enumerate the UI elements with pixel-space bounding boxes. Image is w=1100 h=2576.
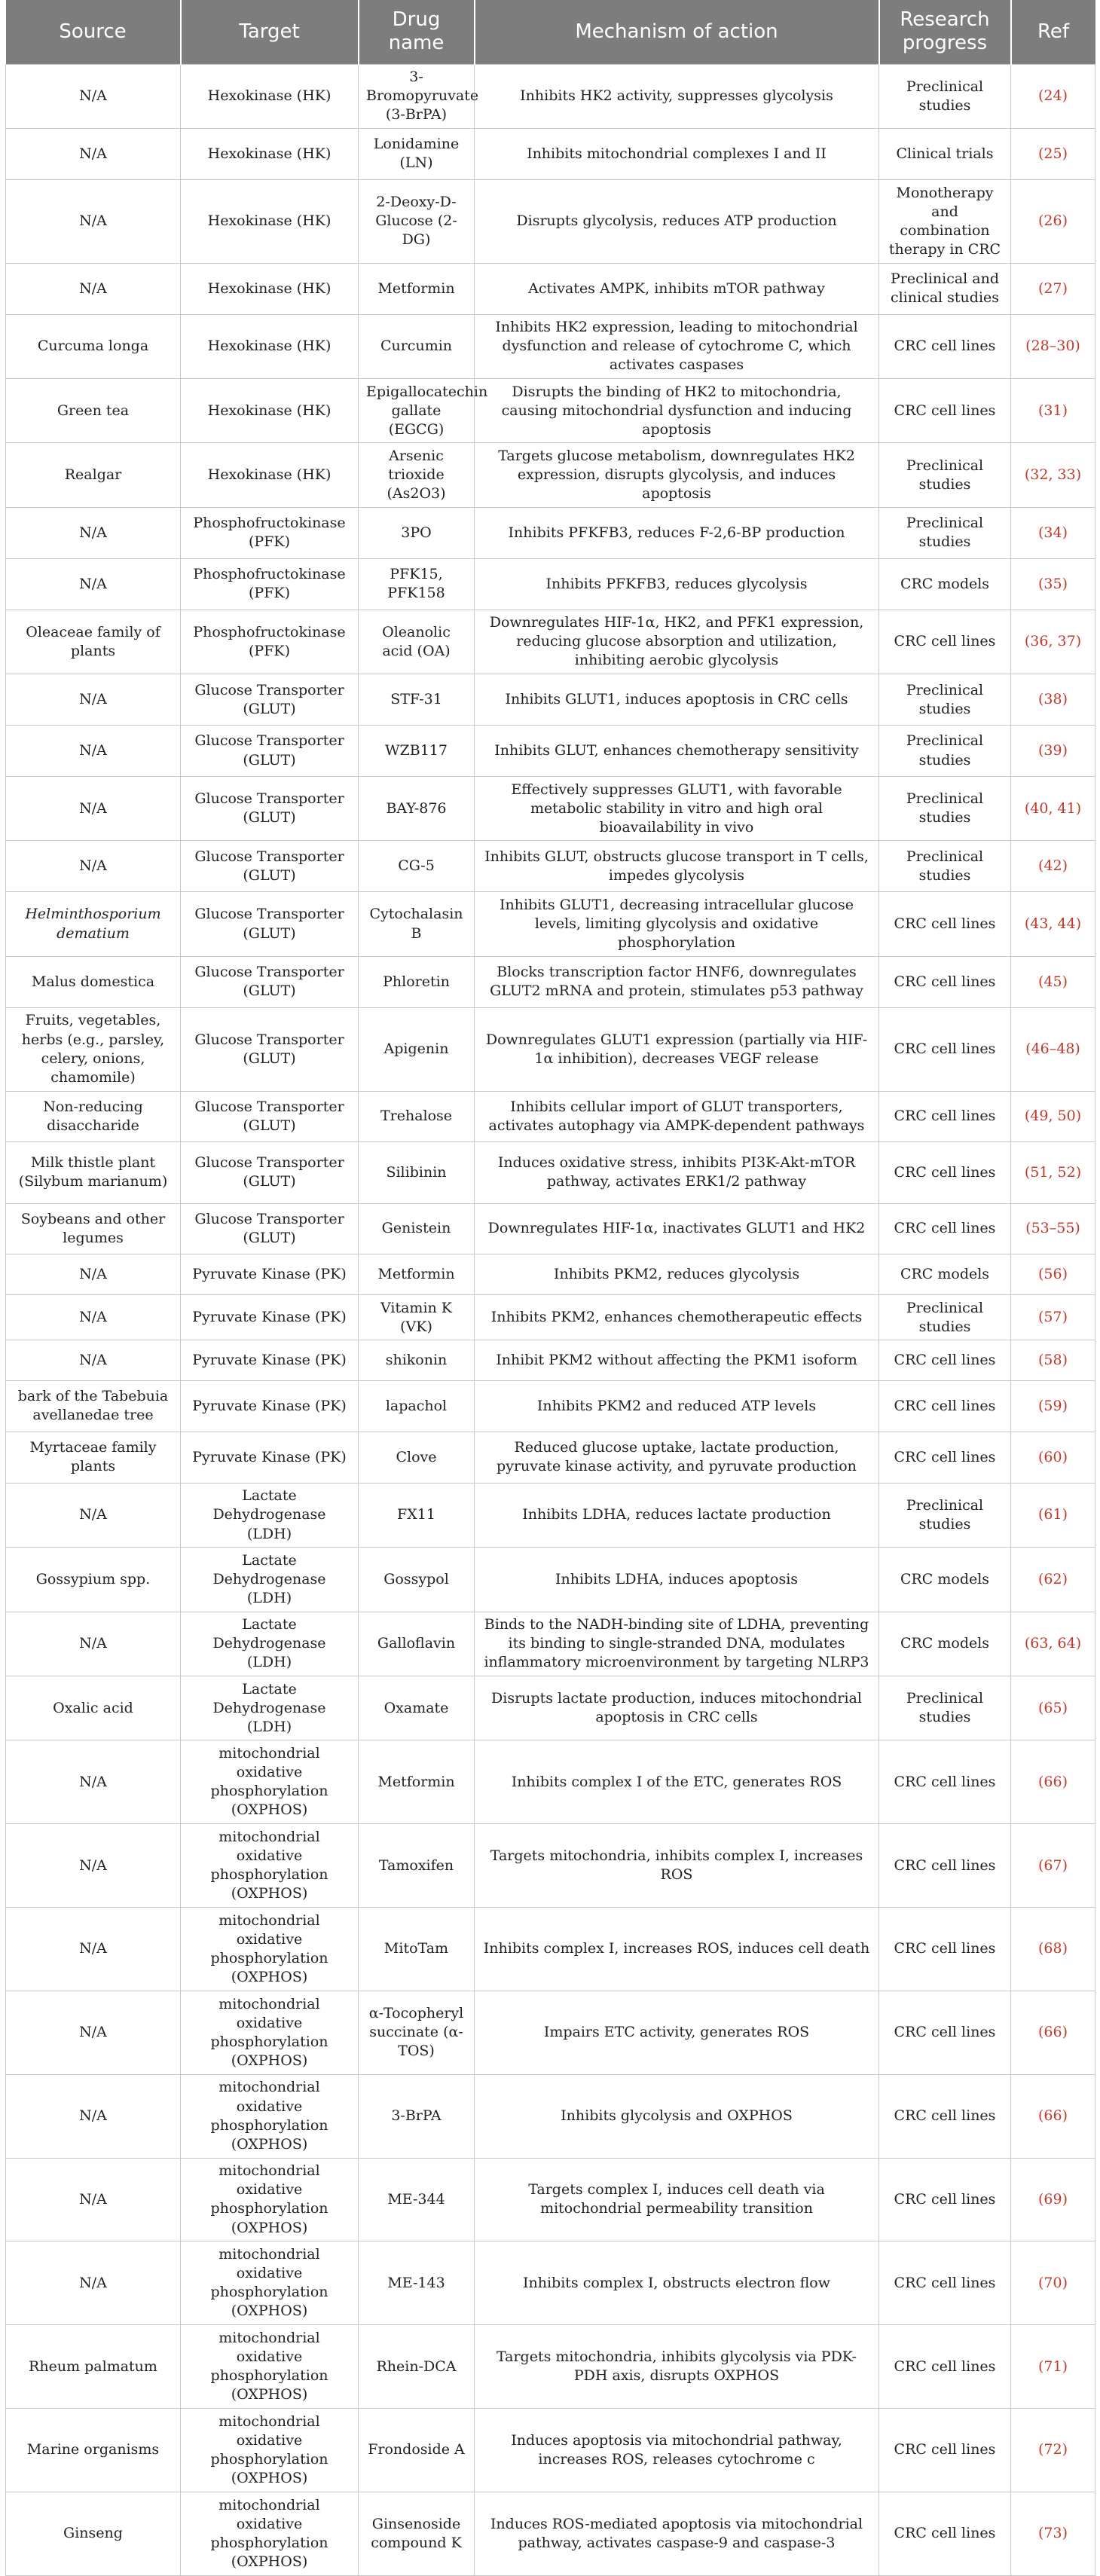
cell-research-progress: CRC cell lines <box>879 2492 1011 2575</box>
cell-ref[interactable]: (62) <box>1011 1548 1095 1612</box>
cell-source: Green tea <box>6 379 181 443</box>
cell-source: N/A <box>6 2158 181 2241</box>
cell-target: mitochondrial oxidative phosphorylation (OXPHOS) <box>181 1991 359 2074</box>
cell-drug-name: CG-5 <box>359 841 475 892</box>
cell-ref[interactable]: (57) <box>1011 1295 1095 1340</box>
cell-drug-name: Vitamin K (VK) <box>359 1295 475 1340</box>
cell-ref[interactable]: (36, 37) <box>1011 610 1095 674</box>
table-row <box>6 2074 1095 2158</box>
cell-research-progress: Preclinical studies <box>879 674 1011 726</box>
cell-research-progress: CRC cell lines <box>879 379 1011 443</box>
cell-mechanism: Inhibits GLUT, enhances chemotherapy sensitivity <box>475 726 879 777</box>
cell-target: Glucose Transporter (GLUT) <box>181 1091 359 1142</box>
cell-research-progress: Preclinical studies <box>879 1483 1011 1547</box>
cell-ref[interactable]: (71) <box>1011 2325 1095 2409</box>
cell-drug-name: 3PO <box>359 507 475 558</box>
cell-target: Pyruvate Kinase (PK) <box>181 1340 359 1381</box>
cell-source: N/A <box>6 507 181 558</box>
cell-target: Lactate Dehydrogenase (LDH) <box>181 1676 359 1740</box>
cell-drug-name: ME-344 <box>359 2158 475 2241</box>
cell-drug-name: BAY-876 <box>359 776 475 840</box>
cell-drug-name: STF-31 <box>359 674 475 726</box>
cell-research-progress: Clinical trials <box>879 128 1011 179</box>
cell-drug-name: Genistein <box>359 1203 475 1254</box>
table-row <box>6 1483 1095 1547</box>
cell-mechanism: Inhibits PKM2, enhances chemotherapeutic effects <box>475 1295 879 1340</box>
cell-mechanism: Inhibits cellular import of GLUT transporters, activates autophagy via AMPK-dependent pathways <box>475 1091 879 1142</box>
table-row <box>6 128 1095 179</box>
cell-mechanism: Downregulates GLUT1 expression (partially via HIF-1α inhibition), decreases VEGF release <box>475 1007 879 1091</box>
cell-research-progress: CRC cell lines <box>879 1340 1011 1381</box>
cell-ref[interactable]: (53–55) <box>1011 1203 1095 1254</box>
cell-research-progress: CRC cell lines <box>879 1432 1011 1483</box>
header-mechanism: Mechanism of action <box>475 0 879 64</box>
cell-ref[interactable]: (66) <box>1011 1991 1095 2074</box>
cell-research-progress: CRC cell lines <box>879 956 1011 1007</box>
table-row <box>6 1380 1095 1432</box>
table-row <box>6 1824 1095 1908</box>
cell-target: Lactate Dehydrogenase (LDH) <box>181 1612 359 1676</box>
cell-target: Hexokinase (HK) <box>181 314 359 378</box>
cell-drug-name: Ginsenoside compound K <box>359 2492 475 2575</box>
cell-source: N/A <box>6 128 181 179</box>
cell-drug-name: ME-143 <box>359 2241 475 2325</box>
table-body <box>6 64 1095 2576</box>
table-row <box>6 2409 1095 2492</box>
cell-ref[interactable]: (34) <box>1011 507 1095 558</box>
cell-ref[interactable]: (32, 33) <box>1011 443 1095 507</box>
cell-source: N/A <box>6 841 181 892</box>
table-row <box>6 1142 1095 1203</box>
header-source: Source <box>6 0 181 64</box>
cell-mechanism: Targets mitochondria, inhibits complex I, increases ROS <box>475 1824 879 1908</box>
cell-source: Oxalic acid <box>6 1676 181 1740</box>
table-row <box>6 956 1095 1007</box>
cell-research-progress: CRC cell lines <box>879 892 1011 956</box>
table-row <box>6 443 1095 507</box>
cell-drug-name: PFK15, PFK158 <box>359 558 475 610</box>
cell-ref[interactable]: (28–30) <box>1011 314 1095 378</box>
cell-drug-name: Tamoxifen <box>359 1824 475 1908</box>
table-row <box>6 263 1095 314</box>
cell-ref[interactable]: (65) <box>1011 1676 1095 1740</box>
cell-ref[interactable]: (45) <box>1011 956 1095 1007</box>
cell-mechanism: Activates AMPK, inhibits mTOR pathway <box>475 263 879 314</box>
table-row <box>6 2158 1095 2241</box>
cell-target: mitochondrial oxidative phosphorylation (OXPHOS) <box>181 2325 359 2409</box>
cell-ref[interactable]: (35) <box>1011 558 1095 610</box>
table-row <box>6 1612 1095 1676</box>
cell-mechanism: Binds to the NADH-binding site of LDHA, preventing its binding to single-stranded DNA, modulates inflammatory microenvironment by targeting NLRP3 <box>475 1612 879 1676</box>
cell-source: Curcuma longa <box>6 314 181 378</box>
cell-drug-name: Oleanolic acid (OA) <box>359 610 475 674</box>
cell-ref[interactable]: (59) <box>1011 1380 1095 1432</box>
header-target: Target <box>181 0 359 64</box>
cell-mechanism: Disrupts glycolysis, reduces ATP production <box>475 179 879 263</box>
cell-drug-name: Curcumin <box>359 314 475 378</box>
cell-source: N/A <box>6 1612 181 1676</box>
cell-target: Glucose Transporter (GLUT) <box>181 726 359 777</box>
table-row <box>6 1991 1095 2074</box>
cell-ref[interactable]: (27) <box>1011 263 1095 314</box>
cell-target: Hexokinase (HK) <box>181 379 359 443</box>
cell-mechanism: Targets mitochondria, inhibits glycolysis via PDK-PDH axis, disrupts OXPHOS <box>475 2325 879 2409</box>
cell-ref[interactable]: (49, 50) <box>1011 1091 1095 1142</box>
cell-source: N/A <box>6 2074 181 2158</box>
table-row <box>6 674 1095 726</box>
cell-source: Rheum palmatum <box>6 2325 181 2409</box>
cell-ref[interactable]: (25) <box>1011 128 1095 179</box>
cell-mechanism: Induces apoptosis via mitochondrial pathway, increases ROS, releases cytochrome c <box>475 2409 879 2492</box>
cell-mechanism: Disrupts lactate production, induces mitochondrial apoptosis in CRC cells <box>475 1676 879 1740</box>
table-row <box>6 179 1095 263</box>
table-row <box>6 1740 1095 1824</box>
cell-mechanism: Blocks transcription factor HNF6, downregulates GLUT2 mRNA and protein, stimulates p53 pathway <box>475 956 879 1007</box>
cell-mechanism: Targets glucose metabolism, downregulates HK2 expression, disrupts glycolysis, and induces apoptosis <box>475 443 879 507</box>
cell-research-progress: CRC cell lines <box>879 2241 1011 2325</box>
cell-mechanism: Inhibits LDHA, reduces lactate production <box>475 1483 879 1547</box>
cell-ref[interactable]: (73) <box>1011 2492 1095 2575</box>
cell-mechanism: Inhibits complex I, obstructs electron flow <box>475 2241 879 2325</box>
cell-drug-name: Oxamate <box>359 1676 475 1740</box>
cell-research-progress: Preclinical studies <box>879 776 1011 840</box>
cell-mechanism: Downregulates HIF-1α, HK2, and PFK1 expression, reducing glucose absorption and utilization, inhibiting aerobic glycolysis <box>475 610 879 674</box>
cell-research-progress: CRC models <box>879 1548 1011 1612</box>
cell-research-progress: CRC cell lines <box>879 1091 1011 1142</box>
cell-ref[interactable]: (56) <box>1011 1254 1095 1295</box>
cell-ref[interactable]: (68) <box>1011 1908 1095 1991</box>
table-row <box>6 2492 1095 2575</box>
cell-target: Pyruvate Kinase (PK) <box>181 1380 359 1432</box>
cell-source: N/A <box>6 1340 181 1381</box>
drug-table <box>5 0 1095 2576</box>
cell-mechanism: Induces oxidative stress, inhibits PI3K-Akt-mTOR pathway, activates ERK1/2 pathway <box>475 1142 879 1203</box>
cell-research-progress: Preclinical studies <box>879 1295 1011 1340</box>
cell-target: Glucose Transporter (GLUT) <box>181 1203 359 1254</box>
cell-ref[interactable]: (40, 41) <box>1011 776 1095 840</box>
cell-research-progress: Preclinical studies <box>879 64 1011 128</box>
cell-source: N/A <box>6 64 181 128</box>
cell-drug-name: Metformin <box>359 1740 475 1824</box>
cell-source: Gossypium spp. <box>6 1548 181 1612</box>
table-row <box>6 841 1095 892</box>
cell-drug-name: Arsenic trioxide (As2O3) <box>359 443 475 507</box>
cell-mechanism: Inhibits PKM2, reduces glycolysis <box>475 1254 879 1295</box>
cell-target: mitochondrial oxidative phosphorylation (OXPHOS) <box>181 2158 359 2241</box>
cell-target: mitochondrial oxidative phosphorylation (OXPHOS) <box>181 2492 359 2575</box>
cell-source: N/A <box>6 1254 181 1295</box>
table-row <box>6 1908 1095 1991</box>
cell-ref[interactable]: (70) <box>1011 2241 1095 2325</box>
cell-source: N/A <box>6 1483 181 1547</box>
cell-target: Pyruvate Kinase (PK) <box>181 1432 359 1483</box>
table-row <box>6 776 1095 840</box>
cell-drug-name: lapachol <box>359 1380 475 1432</box>
cell-mechanism: Inhibits LDHA, induces apoptosis <box>475 1548 879 1612</box>
cell-research-progress: Preclinical studies <box>879 443 1011 507</box>
cell-research-progress: Preclinical studies <box>879 841 1011 892</box>
table-row <box>6 314 1095 378</box>
table-row <box>6 558 1095 610</box>
cell-target: Hexokinase (HK) <box>181 64 359 128</box>
cell-ref[interactable]: (43, 44) <box>1011 892 1095 956</box>
cell-drug-name: 3-Bromopyruvate (3-BrPA) <box>359 64 475 128</box>
cell-target: Hexokinase (HK) <box>181 179 359 263</box>
cell-source: N/A <box>6 1295 181 1340</box>
cell-source: N/A <box>6 776 181 840</box>
table-row <box>6 1432 1095 1483</box>
cell-mechanism: Inhibits complex I, increases ROS, induces cell death <box>475 1908 879 1991</box>
header-research-progress: Research progress <box>879 0 1011 64</box>
table-row <box>6 379 1095 443</box>
cell-research-progress: Preclinical and clinical studies <box>879 263 1011 314</box>
cell-drug-name: Cytochalasin B <box>359 892 475 956</box>
cell-research-progress: Preclinical studies <box>879 726 1011 777</box>
cell-ref[interactable]: (42) <box>1011 841 1095 892</box>
cell-drug-name: Metformin <box>359 263 475 314</box>
cell-mechanism: Downregulates HIF-1α, inactivates GLUT1 and HK2 <box>475 1203 879 1254</box>
cell-target: Glucose Transporter (GLUT) <box>181 841 359 892</box>
table-row <box>6 2241 1095 2325</box>
cell-source: Myrtaceae family plants <box>6 1432 181 1483</box>
cell-source: N/A <box>6 263 181 314</box>
cell-ref[interactable]: (60) <box>1011 1432 1095 1483</box>
cell-drug-name: Rhein-DCA <box>359 2325 475 2409</box>
cell-mechanism: Induces ROS-mediated apoptosis via mitochondrial pathway, activates caspase-9 and caspase-3 <box>475 2492 879 2575</box>
cell-research-progress: CRC cell lines <box>879 2325 1011 2409</box>
cell-research-progress: CRC cell lines <box>879 2074 1011 2158</box>
cell-ref[interactable]: (46–48) <box>1011 1007 1095 1091</box>
cell-drug-name: MitoTam <box>359 1908 475 1991</box>
table-row <box>6 892 1095 956</box>
cell-source: Oleaceae family of plants <box>6 610 181 674</box>
cell-drug-name: Apigenin <box>359 1007 475 1091</box>
cell-drug-name: shikonin <box>359 1340 475 1381</box>
cell-research-progress: Monotherapy and combination therapy in CRC <box>879 179 1011 263</box>
cell-target: mitochondrial oxidative phosphorylation (OXPHOS) <box>181 2409 359 2492</box>
cell-drug-name: Trehalose <box>359 1091 475 1142</box>
cell-drug-name: Metformin <box>359 1254 475 1295</box>
table-row <box>6 610 1095 674</box>
table-row <box>6 1007 1095 1091</box>
cell-mechanism: Inhibit PKM2 without affecting the PKM1 isoform <box>475 1340 879 1381</box>
cell-mechanism: Disrupts the binding of HK2 to mitochondria, causing mitochondrial dysfunction and inducing apoptosis <box>475 379 879 443</box>
cell-mechanism: Impairs ETC activity, generates ROS <box>475 1991 879 2074</box>
cell-research-progress: CRC models <box>879 1254 1011 1295</box>
cell-ref[interactable]: (61) <box>1011 1483 1095 1547</box>
cell-ref[interactable]: (24) <box>1011 64 1095 128</box>
table-row <box>6 2325 1095 2409</box>
table-row <box>6 1254 1095 1295</box>
cell-target: mitochondrial oxidative phosphorylation (OXPHOS) <box>181 1824 359 1908</box>
header-drug-name: Drug name <box>359 0 475 64</box>
cell-target: mitochondrial oxidative phosphorylation (OXPHOS) <box>181 2074 359 2158</box>
cell-ref[interactable]: (67) <box>1011 1824 1095 1908</box>
cell-research-progress: CRC cell lines <box>879 1908 1011 1991</box>
cell-target: Lactate Dehydrogenase (LDH) <box>181 1548 359 1612</box>
cell-source: N/A <box>6 1824 181 1908</box>
cell-target: Glucose Transporter (GLUT) <box>181 1142 359 1203</box>
cell-target: Phosphofructokinase (PFK) <box>181 610 359 674</box>
cell-mechanism: Inhibits mitochondrial complexes I and II <box>475 128 879 179</box>
table-row <box>6 1340 1095 1381</box>
table-row <box>6 1548 1095 1612</box>
cell-mechanism: Effectively suppresses GLUT1, with favorable metabolic stability in vitro and high oral bioavailability in vivo <box>475 776 879 840</box>
cell-research-progress: CRC cell lines <box>879 314 1011 378</box>
cell-target: Glucose Transporter (GLUT) <box>181 956 359 1007</box>
table-row <box>6 507 1095 558</box>
cell-mechanism: Inhibits GLUT1, decreasing intracellular glucose levels, limiting glycolysis and oxidative phosphorylation <box>475 892 879 956</box>
cell-target: Glucose Transporter (GLUT) <box>181 674 359 726</box>
header-ref: Ref <box>1011 0 1095 64</box>
cell-target: Glucose Transporter (GLUT) <box>181 892 359 956</box>
cell-source: Fruits, vegetables, herbs (e.g., parsley, celery, onions, chamomile) <box>6 1007 181 1091</box>
cell-drug-name: FX11 <box>359 1483 475 1547</box>
cell-ref[interactable]: (69) <box>1011 2158 1095 2241</box>
cell-drug-name: Silibinin <box>359 1142 475 1203</box>
cell-source: Realgar <box>6 443 181 507</box>
cell-research-progress: CRC models <box>879 558 1011 610</box>
cell-ref[interactable]: (58) <box>1011 1340 1095 1381</box>
cell-mechanism: Inhibits PFKFB3, reduces glycolysis <box>475 558 879 610</box>
cell-research-progress: CRC cell lines <box>879 1740 1011 1824</box>
table-header <box>6 0 1095 64</box>
cell-target: mitochondrial oxidative phosphorylation (OXPHOS) <box>181 1740 359 1824</box>
cell-source: Malus domestica <box>6 956 181 1007</box>
cell-target: Pyruvate Kinase (PK) <box>181 1254 359 1295</box>
cell-target: Pyruvate Kinase (PK) <box>181 1295 359 1340</box>
cell-research-progress: CRC cell lines <box>879 1380 1011 1432</box>
cell-ref[interactable]: (39) <box>1011 726 1095 777</box>
cell-source: N/A <box>6 1740 181 1824</box>
cell-drug-name: 3-BrPA <box>359 2074 475 2158</box>
cell-drug-name: Galloflavin <box>359 1612 475 1676</box>
cell-research-progress: CRC cell lines <box>879 2158 1011 2241</box>
cell-drug-name: α-Tocopheryl succinate (α-TOS) <box>359 1991 475 2074</box>
cell-drug-name: Phloretin <box>359 956 475 1007</box>
cell-research-progress: CRC cell lines <box>879 1203 1011 1254</box>
cell-source: N/A <box>6 1908 181 1991</box>
cell-target: mitochondrial oxidative phosphorylation (OXPHOS) <box>181 2241 359 2325</box>
cell-drug-name: WZB117 <box>359 726 475 777</box>
cell-mechanism: Inhibits GLUT, obstructs glucose transport in T cells, impedes glycolysis <box>475 841 879 892</box>
cell-ref[interactable]: (38) <box>1011 674 1095 726</box>
cell-mechanism: Reduced glucose uptake, lactate production, pyruvate kinase activity, and pyruvate production <box>475 1432 879 1483</box>
cell-source: N/A <box>6 674 181 726</box>
cell-mechanism: Inhibits complex I of the ETC, generates ROS <box>475 1740 879 1824</box>
cell-target: Phosphofructokinase (PFK) <box>181 507 359 558</box>
cell-research-progress: CRC cell lines <box>879 1007 1011 1091</box>
cell-target: Glucose Transporter (GLUT) <box>181 1007 359 1091</box>
cell-source: N/A <box>6 1991 181 2074</box>
cell-drug-name: Epigallocatechin gallate (EGCG) <box>359 379 475 443</box>
cell-ref[interactable]: (26) <box>1011 179 1095 263</box>
cell-source: Ginseng <box>6 2492 181 2575</box>
cell-target: Hexokinase (HK) <box>181 263 359 314</box>
table-row <box>6 64 1095 128</box>
cell-research-progress: Preclinical studies <box>879 507 1011 558</box>
cell-research-progress: CRC models <box>879 1612 1011 1676</box>
cell-mechanism: Inhibits PFKFB3, reduces F-2,6-BP production <box>475 507 879 558</box>
cell-ref[interactable]: (72) <box>1011 2409 1095 2492</box>
table-row <box>6 726 1095 777</box>
cell-target: Lactate Dehydrogenase (LDH) <box>181 1483 359 1547</box>
cell-ref[interactable]: (31) <box>1011 379 1095 443</box>
cell-mechanism: Inhibits GLUT1, induces apoptosis in CRC cells <box>475 674 879 726</box>
cell-mechanism: Inhibits HK2 expression, leading to mitochondrial dysfunction and release of cytochrome C, which activates caspases <box>475 314 879 378</box>
cell-drug-name: 2-Deoxy-D-Glucose (2-DG) <box>359 179 475 263</box>
cell-drug-name: Frondoside A <box>359 2409 475 2492</box>
cell-research-progress: Preclinical studies <box>879 1676 1011 1740</box>
cell-source: Helminthosporium dematium <box>6 892 181 956</box>
cell-ref[interactable]: (63, 64) <box>1011 1612 1095 1676</box>
table-container <box>5 0 1095 2576</box>
cell-research-progress: CRC cell lines <box>879 1142 1011 1203</box>
header-row <box>6 0 1095 64</box>
cell-research-progress: CRC cell lines <box>879 1991 1011 2074</box>
cell-target: Glucose Transporter (GLUT) <box>181 776 359 840</box>
cell-source: N/A <box>6 2241 181 2325</box>
table-row <box>6 1091 1095 1142</box>
cell-source: N/A <box>6 726 181 777</box>
table-row <box>6 1295 1095 1340</box>
cell-source: Soybeans and other legumes <box>6 1203 181 1254</box>
cell-mechanism: Inhibits glycolysis and OXPHOS <box>475 2074 879 2158</box>
cell-drug-name: Gossypol <box>359 1548 475 1612</box>
cell-mechanism: Inhibits PKM2 and reduced ATP levels <box>475 1380 879 1432</box>
cell-source: Marine organisms <box>6 2409 181 2492</box>
cell-target: Hexokinase (HK) <box>181 443 359 507</box>
cell-ref[interactable]: (51, 52) <box>1011 1142 1095 1203</box>
cell-drug-name: Lonidamine (LN) <box>359 128 475 179</box>
cell-source: Milk thistle plant (Silybum marianum) <box>6 1142 181 1203</box>
cell-target: mitochondrial oxidative phosphorylation (OXPHOS) <box>181 1908 359 1991</box>
cell-research-progress: CRC cell lines <box>879 1824 1011 1908</box>
cell-target: Phosphofructokinase (PFK) <box>181 558 359 610</box>
cell-mechanism: Inhibits HK2 activity, suppresses glycolysis <box>475 64 879 128</box>
cell-research-progress: CRC cell lines <box>879 2409 1011 2492</box>
cell-mechanism: Targets complex I, induces cell death via mitochondrial permeability transition <box>475 2158 879 2241</box>
cell-source: N/A <box>6 558 181 610</box>
table-row <box>6 1203 1095 1254</box>
cell-research-progress: CRC cell lines <box>879 610 1011 674</box>
cell-drug-name: Clove <box>359 1432 475 1483</box>
cell-ref[interactable]: (66) <box>1011 1740 1095 1824</box>
cell-source: N/A <box>6 179 181 263</box>
cell-source: bark of the Tabebuia avellanedae tree <box>6 1380 181 1432</box>
cell-ref[interactable]: (66) <box>1011 2074 1095 2158</box>
cell-source: Non-reducing disaccharide <box>6 1091 181 1142</box>
cell-target: Hexokinase (HK) <box>181 128 359 179</box>
table-row <box>6 1676 1095 1740</box>
